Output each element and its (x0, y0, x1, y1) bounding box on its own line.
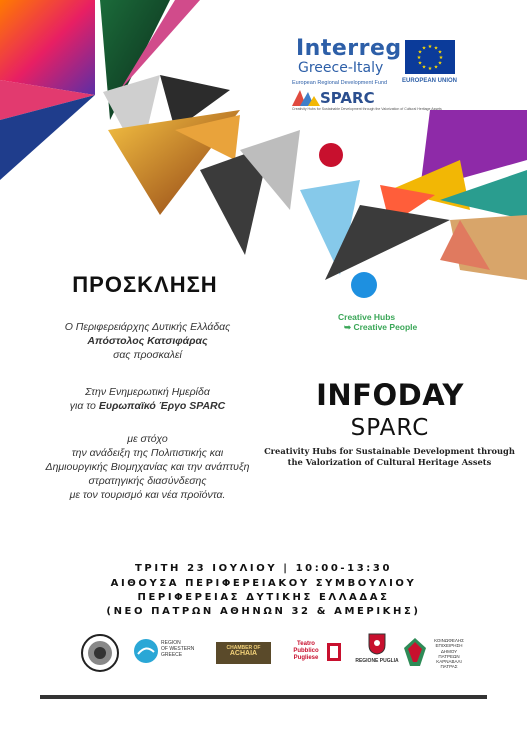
region-mark-icon (133, 638, 159, 664)
svg-text:★: ★ (427, 44, 433, 50)
bottom-divider (40, 695, 487, 699)
interreg-subtitle: Greece-Italy (298, 60, 384, 76)
invitation-paragraph-3: με στόχο την ανάδειξη της Πολιτιστικής και Δημιουργικής Βιομηχανίας και την ανάπτυξη στρατηγικής διασύνδεσης με τον τουρισμό και νέα προϊόντα. (45, 433, 250, 501)
teatro-pugliese-logo: Teatro Pubblico Pugliese (287, 639, 342, 669)
interreg-fund: European Regional Development Fund (292, 80, 388, 86)
invitation-paragraph-1: Ο Περιφερειάρχης Δυτικής Ελλάδας Απόστολος Κατσιφάρας σας προσκαλεί (64, 321, 231, 361)
carnival-mask-icon (404, 638, 426, 666)
blue-dot (351, 272, 377, 298)
sparc-logo (292, 88, 442, 114)
interreg-title: Interreg (296, 36, 402, 61)
svg-text:★: ★ (433, 45, 439, 52)
puglia-crest-icon (368, 633, 386, 655)
event-subtitle: Creativity Hubs for Sustainable Development through the Valorization of Cultural Heritage Assets (264, 446, 515, 467)
svg-text:★: ★ (421, 64, 427, 71)
svg-text:★: ★ (427, 66, 433, 72)
svg-text:★: ★ (417, 49, 423, 56)
svg-text:★: ★ (433, 64, 439, 71)
event-venue-region: ΠΕΡΙΦΕΡΕΙΑΣ ΔΥΤΙΚΗΣ ΕΛΛΑΔΑΣ (137, 592, 390, 603)
collage-top-left (0, 0, 300, 260)
event-venue: ΑΙΘΟΥΣΑ ΠΕΡΙΦΕΡΕΙΑΚΟΥ ΣΥΜΒΟΥΛΙΟΥ (110, 578, 417, 589)
sparc-mark-icon (292, 88, 320, 106)
event-title: INFODAY (316, 378, 464, 412)
collage-right (300, 110, 527, 290)
hubs-line1: Creative Hubs (338, 312, 396, 322)
hubs-line2: ➥ Creative People (344, 322, 418, 332)
teatro-mark-icon (327, 643, 341, 661)
university-seal-logo (80, 633, 120, 673)
event-date-time: ΤΡΙΤΗ 23 ΙΟΥΛΙΟΥ | 10:00-13:30 (134, 563, 393, 574)
sparc-logo-text: SPARC (320, 89, 375, 107)
invitation-title: ΠΡΟΣΚΛΗΣΗ (72, 272, 218, 297)
hubs-tagline (338, 312, 417, 332)
svg-text:★: ★ (438, 55, 444, 61)
svg-text:★: ★ (417, 60, 423, 67)
event-project: SPARC (350, 415, 430, 441)
event-address: (ΝΕΟ ΠΑΤΡΩΝ ΑΘΗΝΩΝ 32 & ΑΜΕΡΙΚΗΣ) (106, 606, 421, 617)
eu-label: EUROPEAN UNION (402, 78, 458, 84)
patras-carnival-logo: ΚΟΙΝΩΦΕΛΗΣ ΕΠΙΧΕΙΡΗΣΗ ΔΗΜΟΥ ΠΑΤΡΕΩΝ ΚΑΡΝΑΒΑΛΙ ΠΑΤΡΑΣ (404, 634, 470, 674)
invitation-paragraph-2: Στην Ενημερωτική Ημερίδα για το Ευρωπαϊκό Έργο SPARC (69, 386, 226, 412)
region-western-greece-logo: REGION OF WESTERN GREECE (133, 636, 213, 676)
regione-puglia-logo: REGIONE PUGLIA (355, 633, 399, 675)
red-dot (319, 143, 343, 167)
svg-text:★: ★ (437, 60, 443, 67)
eu-flag-icon (405, 40, 455, 74)
svg-text:★: ★ (421, 45, 427, 52)
people-icon: ➥ (344, 322, 354, 332)
svg-text:★: ★ (416, 55, 422, 61)
svg-text:★: ★ (437, 49, 443, 56)
sparc-tagline: Creativity Hubs for Sustainable Development through the Valorization of Cultural Heritage Assets (292, 107, 442, 111)
chamber-achaia-logo: CHAMBER OF ACHAIA (216, 642, 271, 664)
